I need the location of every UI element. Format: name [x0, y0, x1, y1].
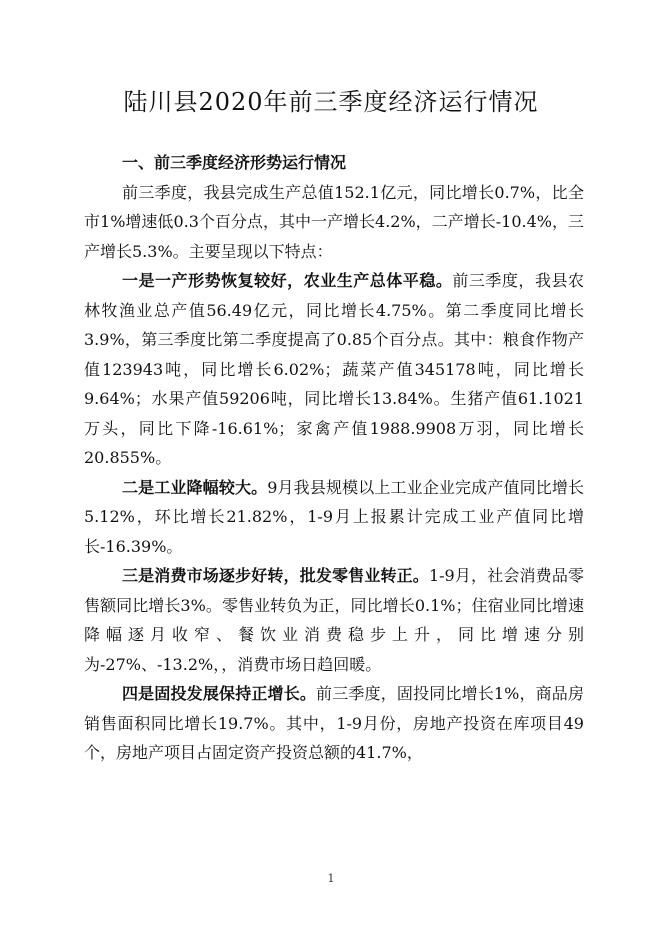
- point-text-3: 1-9月，社会消费品零售额同比增长3%。零售业转负为正，同比增长0.1%；住宿业同比增速降幅逐月收窄、餐饮业消费稳步上升，同比增速分别为-27%、-13.2%，，消费市场日趋回暖。: [84, 566, 584, 674]
- point-text-1: 前三季度，我县农林牧渔业总产值56.49亿元，同比增长4.75%。第二季度同比增长3.9%，第三季度比第二季度提高了0.85个百分点。其中：粮食作物产值123943吨，同比增长6.02%；蔬菜产值345178吨，同比增长9.64%；水果产值59206吨，同比增长13.84%。生猪产值61.1021万头，同比下降-16.61%；家禽产值1988.9908万羽，同比增长20.855%。: [84, 271, 584, 467]
- section-heading: 一、前三季度经济形势运行情况: [122, 153, 347, 172]
- document-title: 陆川县2020年前三季度经济运行情况: [123, 88, 539, 116]
- point-lead-3: 三是消费市场逐步好转，批发零售业转正。: [122, 566, 429, 585]
- point-text-4: 前三季度，固投同比增长1%，商品房销售面积同比增长19.7%。其中，1-9月份，房地产投资在库项目49个，房地产项目占固定资产投资总额的41.7%，: [84, 684, 584, 762]
- point-paragraph-4: [84, 679, 584, 768]
- point-text-2: 9月我县规模以上工业企业完成产值同比增长5.12%，环比增长21.82%，1-9月上报累计完成工业产值同比增长-16.39%。: [84, 477, 584, 556]
- page-number: 1: [327, 872, 335, 885]
- document-body: [84, 148, 584, 768]
- point-paragraph-2: [84, 473, 584, 562]
- intro-paragraph: 前三季度，我县完成生产总值152.1亿元，同比增长0.7%，比全市1%增速低0.3个百分点，其中一产增长4.2%，二产增长-10.4%，三产增长5.3%。主要呈现以下特点：: [84, 182, 584, 261]
- point-lead-4: 四是固投发展保持正增长。: [122, 684, 317, 703]
- point-lead-1: 一是一产形势恢复较好，农业生产总体平稳。: [122, 271, 453, 290]
- point-lead-2: 二是工业降幅较大。: [122, 477, 268, 497]
- point-paragraph-3: [84, 561, 584, 679]
- point-paragraph-1: [84, 266, 584, 473]
